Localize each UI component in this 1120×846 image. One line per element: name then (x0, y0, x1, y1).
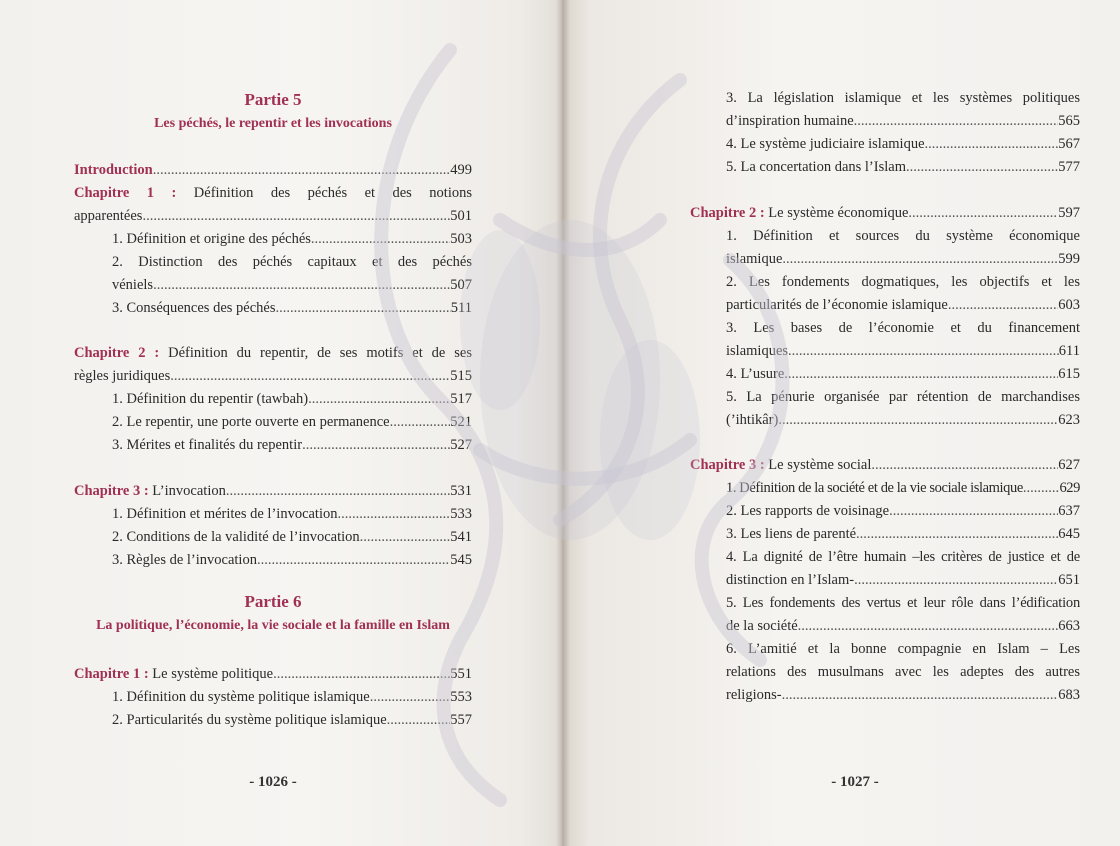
toc-chapter-1-part6: Chapitre 1 : Le système politique ..... 551 (74, 663, 472, 685)
toc-item-line1: 3. Les bases de l’économie et du financement (726, 320, 1080, 336)
toc-chapter-2-line2: règles juridiques ..... 515 (74, 365, 472, 387)
toc-item: 1. Définition et origine des péchés ..... 503 (112, 228, 472, 250)
toc-item-line1: 2. Distinction des péchés capitaux et des péchés (112, 254, 472, 270)
toc-item-line2: (’ihtikâr) ..... 623 (726, 409, 1080, 431)
toc-item-line2: particularités de l’économie islamique ..... 603 (726, 294, 1080, 316)
toc-item: 5. La concertation dans l’Islam ..... 577 (726, 156, 1080, 178)
toc-item: 3. Mérites et finalités du repentir ..... 527 (112, 434, 472, 456)
toc-item: 2. Le repentir, une porte ouverte en permanence ..... 521 (112, 411, 472, 433)
toc-chapter-2-line1: Chapitre 2 : Définition du repentir, de ses motifs et de ses (74, 345, 472, 361)
toc-item-line1: 6. L’amitié et la bonne compagnie en Islam – Les (726, 641, 1080, 657)
part-5-title: Les péchés, le repentir et les invocations (154, 116, 392, 131)
toc-chapter-3: Chapitre 3 : Le système social ..... 627 (690, 454, 1080, 476)
toc-item-line2: islamique ..... 599 (726, 248, 1080, 270)
toc-chapter-1-line1: Chapitre 1 : Définition des péchés et des notions (74, 185, 472, 201)
part-6-label: Partie 6 (244, 592, 302, 611)
page-number-right: - 1027 - (831, 774, 879, 790)
toc-item-line1: 1. Définition et sources du système économique (726, 228, 1080, 244)
toc-item-line1: 4. La dignité de l’être humain –les critères de justice et de (726, 549, 1080, 565)
toc-item: 2. Conditions de la validité de l’invocation ..... 541 (112, 526, 472, 548)
toc-item-line2: islamiques ..... 611 (726, 340, 1080, 362)
toc-chapter-1-line2: apparentées ..... 501 (74, 205, 472, 227)
toc-item: 1. Définition de la société et de la vie sociale islamique ..... 629 (726, 477, 1080, 499)
toc-item: 1. Définition du repentir (tawbah) ..... 517 (112, 388, 472, 410)
toc-item-line2: véniels ..... 507 (112, 274, 472, 296)
toc-item-line1: 2. Les fondements dogmatiques, les objectifs et les (726, 274, 1080, 290)
toc-item: 3. Les liens de parenté ..... 645 (726, 523, 1080, 545)
toc-item: 3. Règles de l’invocation ..... 545 (112, 549, 472, 571)
part-5-label: Partie 5 (244, 90, 302, 109)
calligraphy-watermark-icon (300, 20, 860, 820)
toc-item-line2: de la société ..... 663 (726, 615, 1080, 637)
toc-item-line1: 5. La pénurie organisée par rétention de marchandises (726, 389, 1080, 405)
toc-item-line1: 3. La législation islamique et les systèmes politiques (726, 90, 1080, 106)
part-6-title: La politique, l’économie, la vie sociale et la famille en Islam (96, 618, 450, 633)
toc-item-line2: relations des musulmans avec les adeptes des autres (726, 664, 1080, 680)
toc-chapter-3: Chapitre 3 : L’invocation ..... 531 (74, 480, 472, 502)
toc-item: 4. L’usure ..... 615 (726, 363, 1080, 385)
toc-item: 2. Particularités du système politique islamique ..... 557 (112, 709, 472, 731)
toc-item: 4. Le système judiciaire islamique ..... 567 (726, 133, 1080, 155)
toc-chapter-2: Chapitre 2 : Le système économique ..... 597 (690, 202, 1080, 224)
toc-item-line2: distinction en l’Islam- ..... 651 (726, 569, 1080, 591)
toc-item-line3: religions- ..... 683 (726, 684, 1080, 706)
toc-item-line2: d’inspiration humaine ..... 565 (726, 110, 1080, 132)
toc-item: 1. Définition et mérites de l’invocation ..... 533 (112, 503, 472, 525)
toc-item-line1: 5. Les fondements des vertus et leur rôle dans l’édification (726, 595, 1080, 611)
page-number-left: - 1026 - (249, 774, 297, 790)
toc-item: 3. Conséquences des péchés ..... 511 (112, 297, 472, 319)
toc-introduction: Introduction ..... 499 (74, 159, 472, 181)
toc-item: 2. Les rapports de voisinage ..... 637 (726, 500, 1080, 522)
toc-item: 1. Définition du système politique islamique ..... 553 (112, 686, 472, 708)
